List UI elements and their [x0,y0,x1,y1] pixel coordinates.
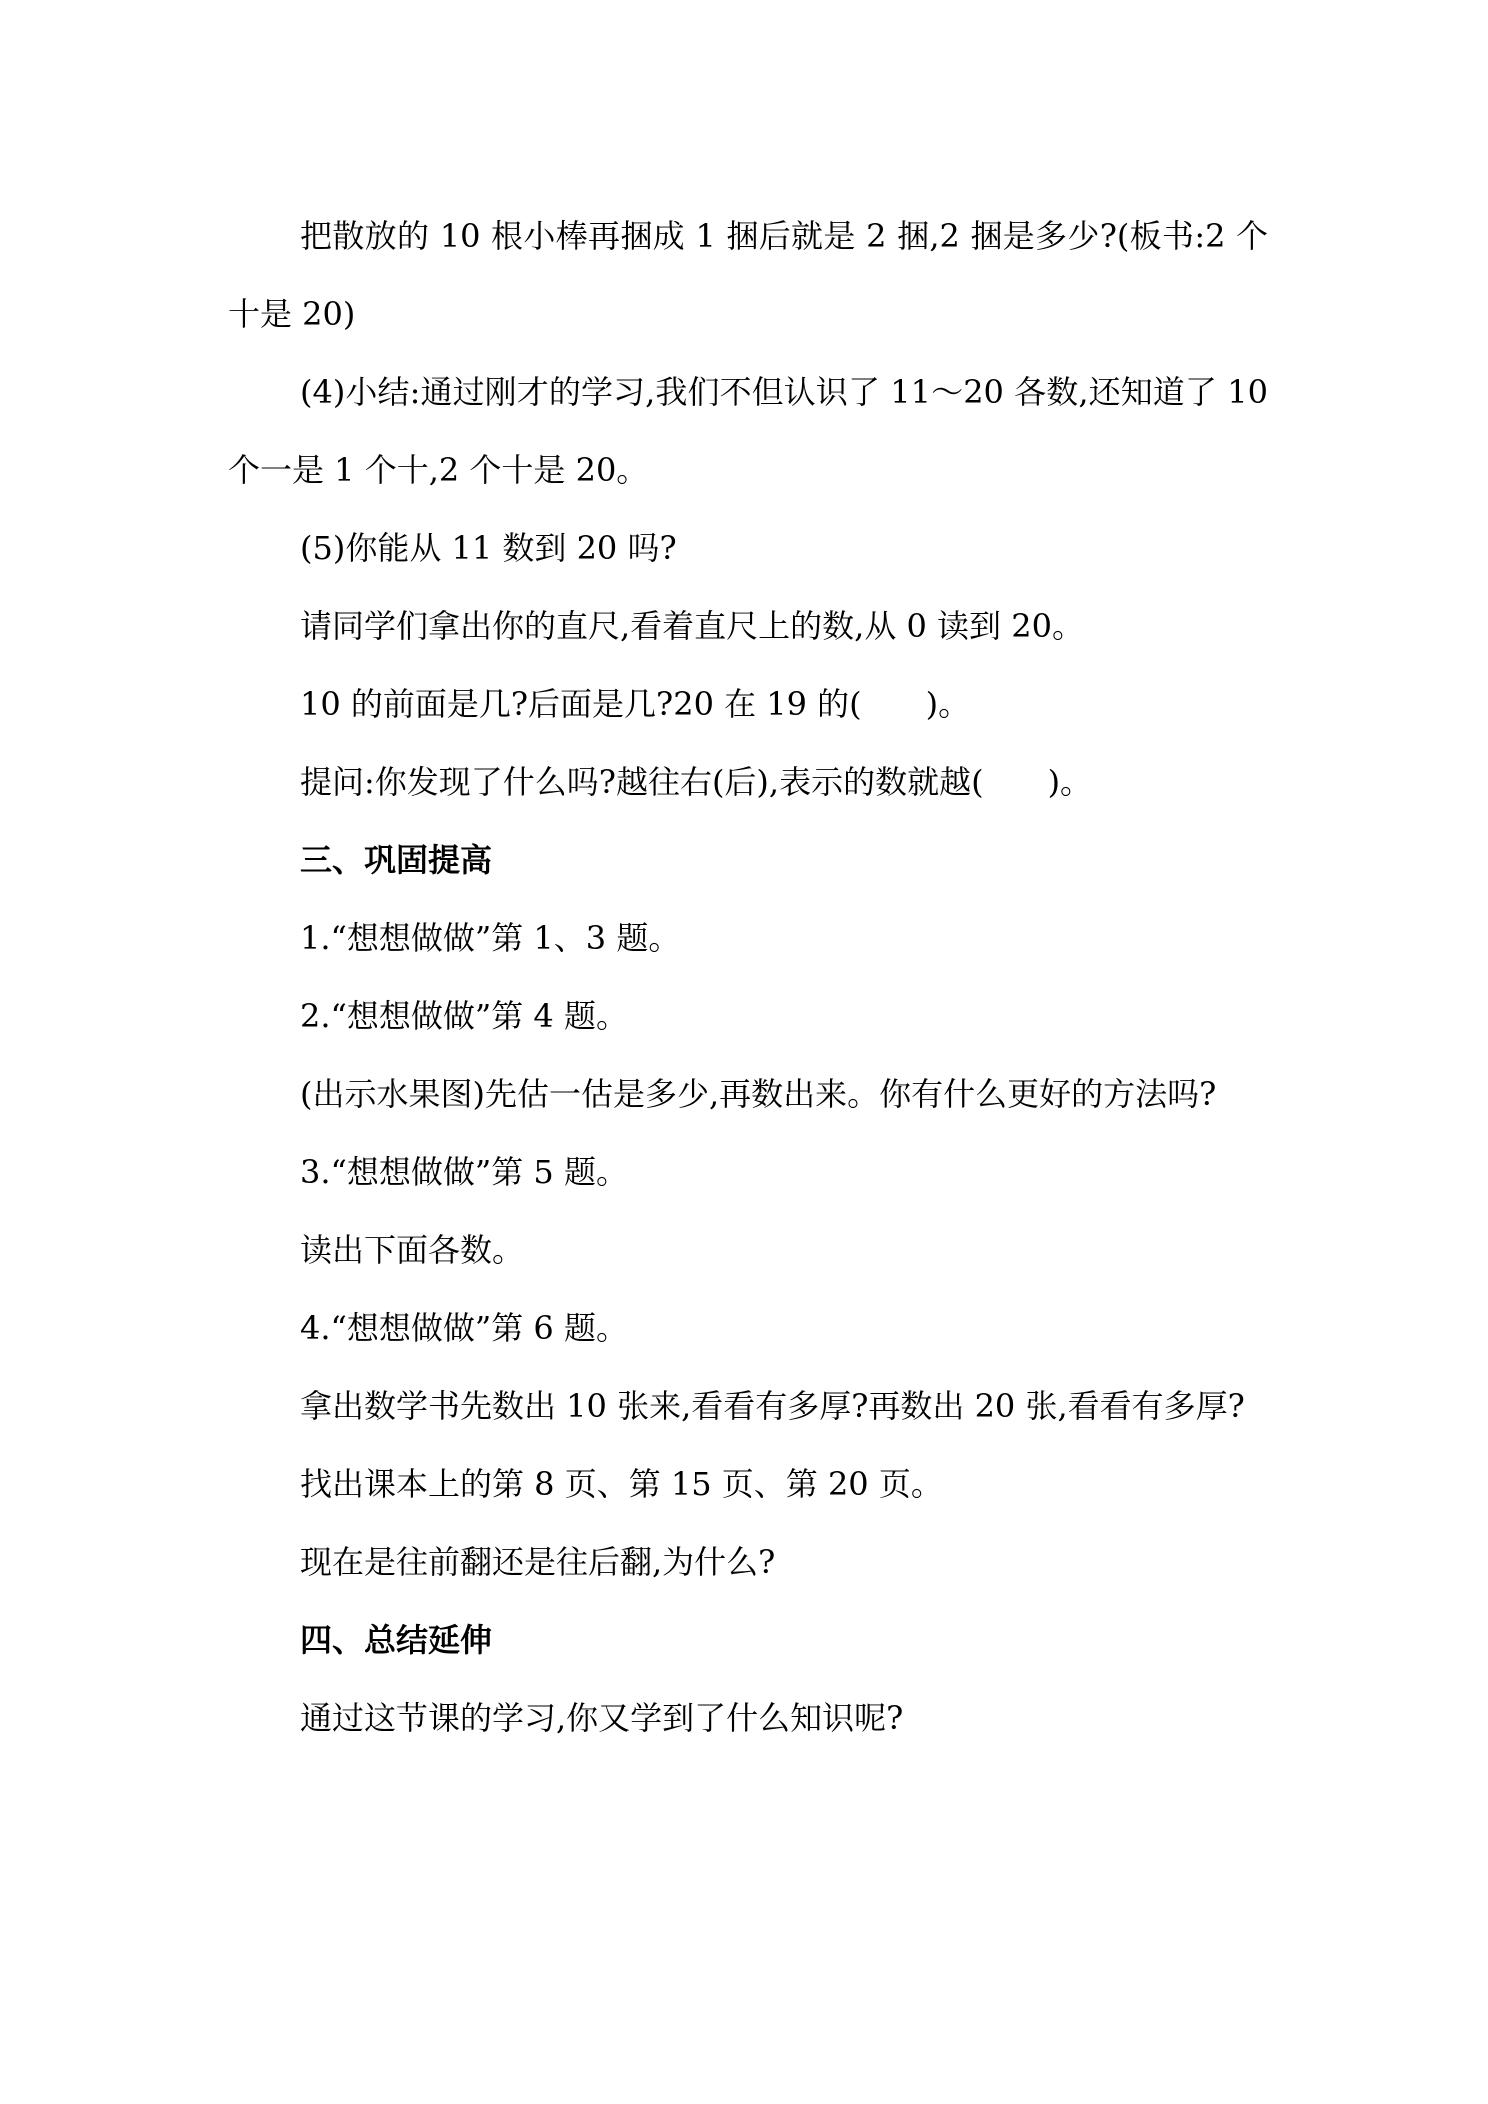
exercise-turn-pages: 现在是往前翻还是往后翻,为什么? [300,1543,776,1581]
exercise-item: 3.“想想做做”第 5 题。 [300,1153,628,1191]
document-page [228,197,1268,1757]
exercise-item: 4.“想想做做”第 6 题。 [300,1309,628,1347]
exercise-fruit-picture: (出示水果图)先估一估是多少,再数出来。你有什么更好的方法吗? [300,1075,1217,1113]
paragraph-summary: (4)小结:通过刚才的学习,我们不但认识了 11～20 各数,还知道了 10 个一是 1 个十,2 个十是 20。 [228,373,1268,489]
exercise-item: 2.“想想做做”第 4 题。 [300,997,628,1035]
paragraph-ruler: 请同学们拿出你的直尺,看着直尺上的数,从 0 读到 20。 [300,607,1084,645]
section-heading-summary: 四、总结延伸 [300,1621,493,1659]
exercise-find-pages: 找出课本上的第 8 页、第 15 页、第 20 页。 [300,1465,943,1503]
exercise-read-numbers: 读出下面各数。 [300,1231,525,1269]
paragraph-count-question: (5)你能从 11 数到 20 吗? [300,529,677,567]
exercise-item: 1.“想想做做”第 1、3 题。 [300,919,681,957]
paragraph-before-after: 10 的前面是几?后面是几?20 在 19 的( )。 [300,685,971,723]
summary-question: 通过这节课的学习,你又学到了什么知识呢? [300,1699,904,1737]
paragraph-tie-sticks: 把散放的 10 根小棒再捆成 1 捆后就是 2 捆,2 捆是多少?(板书:2 个十是 20) [228,217,1268,333]
paragraph-discover: 提问:你发现了什么吗?越往右(后),表示的数就越( )。 [300,763,1093,801]
section-heading-consolidate: 三、巩固提高 [300,841,493,879]
exercise-book-thickness: 拿出数学书先数出 10 张来,看看有多厚?再数出 20 张,看看有多厚? [300,1387,1245,1425]
